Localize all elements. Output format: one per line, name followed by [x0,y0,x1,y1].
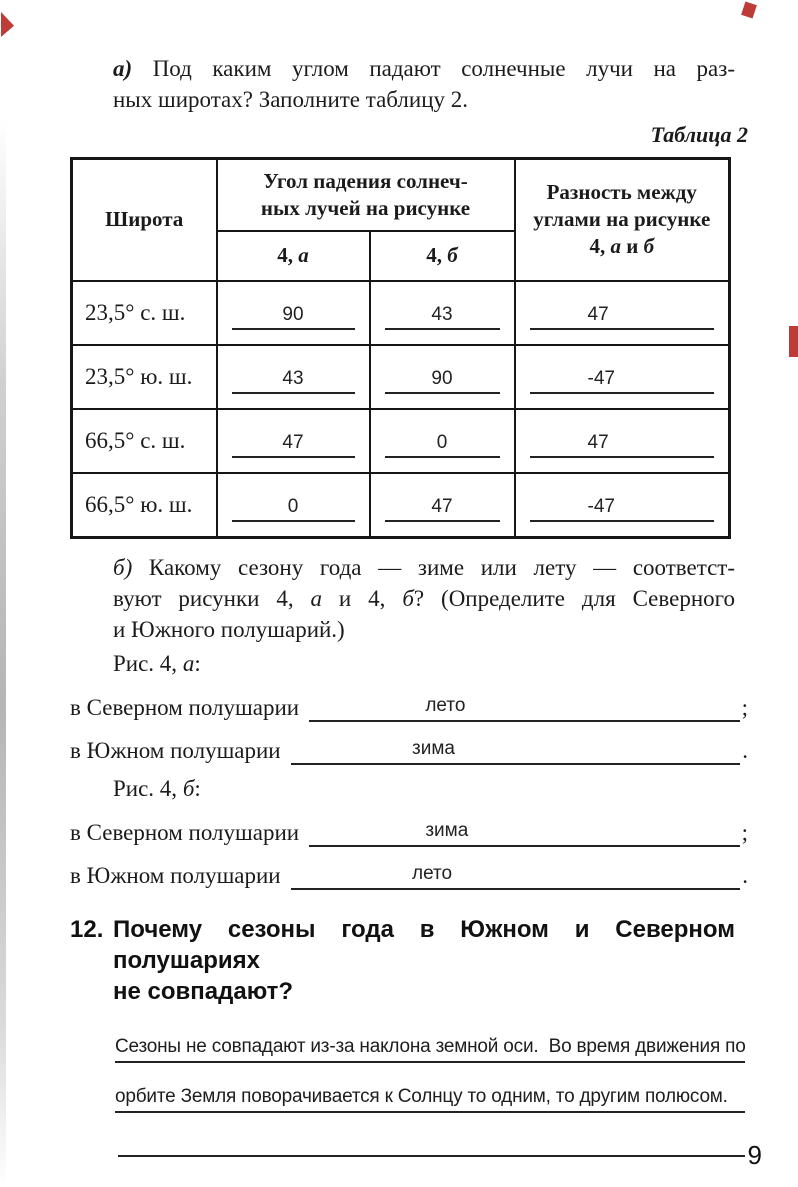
answer-value: 43 [431,303,453,325]
fill-label: в Северном полушарии [70,694,300,720]
fill-label: в Северном полушарии [70,819,300,845]
latitude-label: 23,5° ю. ш. [72,345,217,409]
answer-value: 0 [287,495,299,517]
col-header-4a: 4, а [217,231,370,281]
fill-punctuation: . [742,737,748,763]
answer-line-1[interactable]: Сезоны не совпадают из-за наклона земной оси. Во время движения по [115,1013,745,1063]
answer-field-4a[interactable] [232,296,355,330]
fill-answer: лето [425,694,466,716]
question-text [113,914,735,1007]
col-header-angle [217,159,515,231]
answer-value: 43 [282,367,304,389]
answer-value: 47 [431,495,453,517]
answer-field-4b[interactable] [385,296,500,330]
question-12 [70,914,748,1007]
fill-blank[interactable] [291,852,741,890]
fill-punctuation: . [742,862,748,888]
table-row [72,281,730,345]
answer-value: 47 [587,431,609,453]
answer-value: -47 [587,495,615,517]
fill-blank[interactable] [309,809,740,847]
answer-value: 0 [436,431,448,453]
fill-answer: зима [412,737,455,759]
part-b-line-3: и Южного полушарий.) [113,616,345,642]
answer-field-4b[interactable] [385,488,500,522]
worksheet-table [70,157,731,539]
col-header-angle-line-2: ных лучей на рисунке [260,195,471,220]
col-header-latitude: Широта [72,159,217,281]
answer-value: 90 [431,367,453,389]
part-b-paragraph [113,552,735,645]
fill-row-north-b [70,804,748,847]
table-header-row [72,159,730,231]
answer-value: -47 [587,367,615,389]
intro-line-1: а) Под каким углом падают солнечные лучи на раз- [113,56,735,81]
figure-4a-label: Рис. 4, а: [113,650,201,676]
table-row [72,409,730,473]
fill-blank[interactable] [309,684,740,722]
col-header-4b: 4, б [370,231,515,281]
answer-value: 47 [587,303,609,325]
fill-label: в Южном полушарии [70,737,281,763]
fill-answer: зима [425,819,469,841]
answer-line-2[interactable]: орбите Земля поворачивается к Солнцу то одним, то другим полюсом. [115,1063,745,1113]
empty-ruled-line[interactable] [118,1113,745,1157]
fill-punctuation: ; [741,694,748,720]
intro-paragraph [113,0,735,115]
answer-value: 90 [282,303,304,325]
fill-row-south-b [70,847,748,890]
latitude-label: 23,5° с. ш. [72,281,217,345]
answer-field-diff[interactable] [530,488,715,522]
table-row [72,345,730,409]
scan-red-mark-right-edge [789,326,798,357]
latitude-label: 66,5° ю. ш. [72,473,217,538]
latitude-label: 66,5° с. ш. [72,409,217,473]
empty-ruled-line[interactable] [118,1157,745,1187]
answer-field-4b[interactable] [385,360,500,394]
fill-blank[interactable] [291,727,741,765]
fill-punctuation: ; [741,819,748,845]
question-line-1: Почему сезоны года в Южном и Северном полушариях [113,915,735,974]
part-b-line-2: вуют рисунки 4, а и 4, б? (Определите для Северного [113,585,735,611]
fill-label: в Южном полушарии [70,862,281,888]
fill-row-south-a [70,722,748,765]
part-b-line-1: б) Какому сезону года — зиме или лету — соответст- [113,554,735,580]
answer-field-4a[interactable] [232,424,355,458]
figure-4b-label: Рис. 4, б: [113,775,201,801]
answer-field-4b[interactable] [385,424,500,458]
answer-field-diff[interactable] [530,424,715,458]
fill-answer: лето [412,862,453,884]
table-caption: Таблица 2 [650,122,748,147]
answer-field-diff[interactable] [530,296,715,330]
answer-value: 47 [282,431,304,453]
col-header-angle-line-1: Угол падения солнеч- [263,168,468,193]
intro-line-2: ных широтах? Заполните таблицу 2. [113,87,469,112]
page-number: 9 [747,1140,762,1170]
table-row [72,473,730,538]
answer-field-4a[interactable] [232,360,355,394]
question-line-2: не совпадают? [113,977,294,1005]
fill-row-north-a [70,679,748,722]
question-number: 12. [70,915,104,943]
answer-field-4a[interactable] [232,488,355,522]
answer-field-diff[interactable] [530,360,715,394]
col-header-difference: Разность между углами на рисунке 4, а и б [515,159,730,281]
